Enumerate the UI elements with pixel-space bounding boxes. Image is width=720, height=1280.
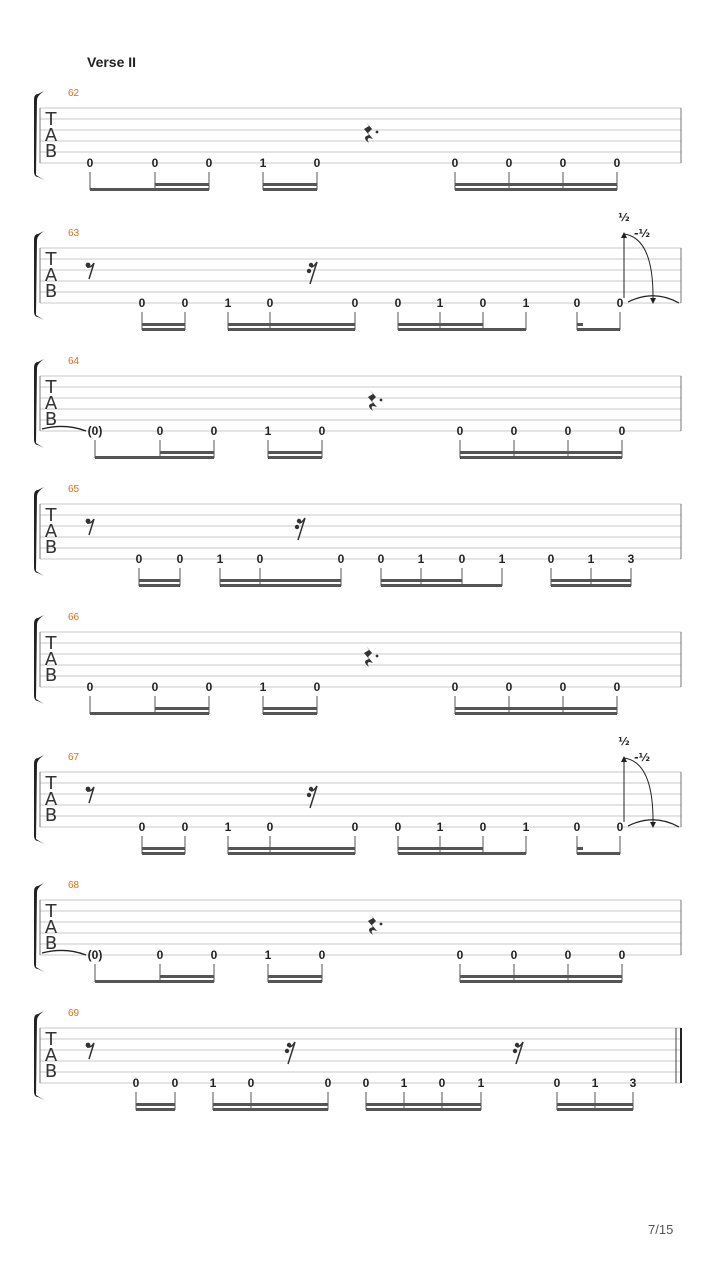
staff-bracket: [34, 231, 44, 320]
fret-number: 0: [156, 948, 164, 962]
bend-label: -½: [634, 751, 650, 764]
fret-number: 0: [138, 820, 146, 834]
fret-number: 0: [151, 680, 159, 694]
fret-number: 0: [247, 1076, 255, 1090]
fret-number: 1: [264, 424, 272, 438]
quarter-rest: [364, 646, 373, 667]
measure-number: 63: [68, 228, 80, 239]
beam: [460, 980, 622, 983]
tab-clef-letter: A: [44, 125, 58, 146]
beam: [366, 1108, 481, 1111]
fret-number: 0: [337, 552, 345, 566]
fret-number: 0: [451, 156, 459, 170]
release-arrow: [624, 758, 653, 825]
fret-number: 0: [151, 156, 159, 170]
tab-clef-letter: T: [45, 633, 57, 654]
tab-clef-letter: A: [44, 393, 58, 414]
fret-number: 0: [618, 424, 626, 438]
fret-number: 1: [522, 296, 530, 310]
fret-number: 0: [573, 820, 581, 834]
measure-number: 66: [68, 612, 80, 623]
fret-number: 1: [436, 820, 444, 834]
fret-number: 1: [436, 296, 444, 310]
fret-number: 0: [479, 296, 487, 310]
beam-secondary: [577, 847, 583, 850]
tab-clef-letter: T: [45, 109, 57, 130]
beam: [139, 584, 180, 587]
staff-bracket: [34, 487, 44, 576]
tab-system-68: [34, 880, 681, 983]
fret-number: 0: [394, 296, 402, 310]
beam-secondary: [398, 323, 483, 326]
fret-number: 0: [479, 820, 487, 834]
fret-number: 0: [171, 1076, 179, 1090]
beam-secondary: [160, 975, 214, 978]
fret-number: 0: [313, 156, 321, 170]
fret-number: 1: [498, 552, 506, 566]
tab-clef-letter: A: [44, 521, 58, 542]
beam-secondary: [398, 847, 483, 850]
rest-dot: [380, 923, 383, 926]
beam-secondary: [366, 1103, 481, 1106]
fret-number: 0: [438, 1076, 446, 1090]
fret-number: 0: [324, 1076, 332, 1090]
rest-dot: [380, 399, 383, 402]
fret-number: (0): [87, 948, 103, 962]
fret-number: 1: [400, 1076, 408, 1090]
measure-number: 68: [68, 880, 80, 891]
tab-clef-letter: T: [45, 901, 57, 922]
tab-clef-letter: B: [44, 1061, 58, 1082]
fret-number: 0: [505, 156, 513, 170]
fret-number: 0: [456, 424, 464, 438]
beam-secondary: [142, 847, 185, 850]
measure-number: 69: [68, 1008, 80, 1019]
fret-number: 0: [318, 948, 326, 962]
beam-secondary: [381, 579, 462, 582]
beam: [220, 584, 341, 587]
beam: [213, 1108, 328, 1111]
fret-number: 1: [209, 1076, 217, 1090]
staff-bracket: [34, 883, 44, 972]
fret-number: 1: [591, 1076, 599, 1090]
tab-clef-letter: B: [44, 537, 58, 558]
sixteenth-rest-head: [285, 1049, 289, 1053]
beam: [268, 456, 322, 459]
tab-clef-letter: B: [44, 805, 58, 826]
fret-number: 1: [522, 820, 530, 834]
tab-system-62: [34, 88, 681, 191]
fret-number: 0: [86, 680, 94, 694]
beam: [95, 456, 214, 459]
beam-secondary: [155, 707, 209, 710]
fret-number: 0: [618, 948, 626, 962]
bend-label: ½: [618, 211, 630, 224]
measure-number: 65: [68, 484, 80, 495]
beam-secondary: [228, 847, 355, 850]
fret-number: 0: [559, 680, 567, 694]
staff-bracket: [34, 91, 44, 180]
fret-number: 0: [318, 424, 326, 438]
rest-dot: [376, 655, 379, 658]
fret-number: 0: [377, 552, 385, 566]
beam: [577, 328, 620, 331]
fret-number: 0: [456, 948, 464, 962]
bend-arrowhead: [621, 756, 627, 762]
beam-secondary: [136, 1103, 175, 1106]
fret-number: 0: [616, 820, 624, 834]
page-number: 7/15: [648, 1222, 674, 1237]
fret-number: 1: [264, 948, 272, 962]
fret-number: 0: [351, 820, 359, 834]
fret-number: 0: [86, 156, 94, 170]
measure-number: 67: [68, 752, 80, 763]
fret-number: 1: [587, 552, 595, 566]
beam: [263, 712, 317, 715]
fret-number: 3: [629, 1076, 637, 1090]
tab-clef-letter: A: [44, 917, 58, 938]
beam: [577, 852, 620, 855]
tab-system-69: [34, 1008, 681, 1111]
fret-number: 0: [564, 948, 572, 962]
beam: [455, 188, 617, 191]
beam-secondary: [139, 579, 180, 582]
rest-dot: [376, 131, 379, 134]
fret-number: 0: [613, 156, 621, 170]
beam-secondary: [551, 579, 631, 582]
fret-number: 0: [205, 680, 213, 694]
beam: [90, 712, 209, 715]
tab-clef-letter: B: [44, 665, 58, 686]
fret-number: 0: [156, 424, 164, 438]
beam: [142, 852, 185, 855]
fret-number: 1: [259, 680, 267, 694]
fret-number: 0: [210, 424, 218, 438]
beam-secondary: [263, 707, 317, 710]
fret-number: 1: [224, 296, 232, 310]
beam-secondary: [228, 323, 355, 326]
staff-bracket: [34, 755, 44, 844]
beam: [142, 328, 185, 331]
tab-system-67: [34, 735, 681, 855]
fret-number: 0: [135, 552, 143, 566]
fret-number: 1: [417, 552, 425, 566]
fret-number: 1: [224, 820, 232, 834]
beam: [136, 1108, 175, 1111]
beam-secondary: [455, 183, 617, 186]
bend-label: -½: [634, 227, 650, 240]
fret-number: 0: [505, 680, 513, 694]
beam-secondary: [220, 579, 341, 582]
beam: [551, 584, 631, 587]
tab-clef-letter: A: [44, 789, 58, 810]
beam: [228, 852, 355, 855]
fret-number: 0: [132, 1076, 140, 1090]
fret-number: 0: [573, 296, 581, 310]
tab-system-66: [34, 612, 681, 715]
tab-clef-letter: A: [44, 265, 58, 286]
tab-clef-letter: A: [44, 1045, 58, 1066]
beam: [460, 456, 622, 459]
beam: [268, 980, 322, 983]
beam: [90, 188, 209, 191]
beam-secondary: [160, 451, 214, 454]
tab-clef-letter: T: [45, 773, 57, 794]
fret-number: 0: [564, 424, 572, 438]
measure-number: 64: [68, 356, 80, 367]
fret-number: 0: [616, 296, 624, 310]
tab-clef-letter: T: [45, 249, 57, 270]
beam-secondary: [155, 183, 209, 186]
fret-number: 0: [510, 948, 518, 962]
beam-secondary: [460, 451, 622, 454]
measure-number: 62: [68, 88, 80, 99]
beam-secondary: [455, 707, 617, 710]
beam-secondary: [263, 183, 317, 186]
quarter-rest: [364, 122, 373, 143]
sixteenth-rest-head: [295, 525, 299, 529]
fret-number: 0: [266, 820, 274, 834]
beam-secondary: [213, 1103, 328, 1106]
fret-number: 1: [216, 552, 224, 566]
tab-clef-letter: B: [44, 933, 58, 954]
tab-clef-letter: T: [45, 1029, 57, 1050]
fret-number: 1: [477, 1076, 485, 1090]
fret-number: 0: [510, 424, 518, 438]
fret-number: 0: [313, 680, 321, 694]
release-arrow: [624, 234, 653, 301]
sixteenth-rest-head: [307, 793, 311, 797]
beam-secondary: [557, 1103, 633, 1106]
fret-number: 0: [210, 948, 218, 962]
fret-number: 0: [176, 552, 184, 566]
fret-number: 0: [547, 552, 555, 566]
fret-number: 0: [559, 156, 567, 170]
staff-bracket: [34, 1011, 44, 1100]
beam: [455, 712, 617, 715]
staff-bracket: [34, 359, 44, 448]
sixteenth-rest-head: [513, 1049, 517, 1053]
fret-number: 0: [613, 680, 621, 694]
fret-number: 0: [181, 296, 189, 310]
beam: [398, 852, 526, 855]
beam-secondary: [142, 323, 185, 326]
bend-arrowhead: [621, 232, 627, 238]
fret-number: 0: [553, 1076, 561, 1090]
fret-number: 0: [362, 1076, 370, 1090]
section-title: Verse II: [87, 54, 137, 70]
beam: [95, 980, 214, 983]
beam: [381, 584, 502, 587]
tab-system-63: [34, 211, 681, 331]
fret-number: 0: [256, 552, 264, 566]
fret-number: 0: [458, 552, 466, 566]
tab-clef-letter: T: [45, 377, 57, 398]
beam: [557, 1108, 633, 1111]
beam-secondary: [577, 323, 583, 326]
tab-clef-letter: B: [44, 409, 58, 430]
bend-label: ½: [618, 735, 630, 748]
tab-system-65: [34, 484, 681, 587]
beam-secondary: [268, 975, 322, 978]
fret-number: (0): [87, 424, 103, 438]
tab-system-64: [34, 356, 681, 459]
fret-number: 0: [205, 156, 213, 170]
tab-clef-letter: B: [44, 281, 58, 302]
sixteenth-rest-head: [307, 269, 311, 273]
staff-bracket: [34, 615, 44, 704]
fret-number: 3: [627, 552, 635, 566]
tab-clef-letter: A: [44, 649, 58, 670]
fret-number: 0: [351, 296, 359, 310]
beam: [398, 328, 526, 331]
fret-number: 0: [451, 680, 459, 694]
beam-secondary: [268, 451, 322, 454]
beam: [263, 188, 317, 191]
fret-number: 0: [394, 820, 402, 834]
beam-secondary: [460, 975, 622, 978]
fret-number: 0: [138, 296, 146, 310]
fret-number: 1: [259, 156, 267, 170]
beam: [228, 328, 355, 331]
fret-number: 0: [181, 820, 189, 834]
fret-number: 0: [266, 296, 274, 310]
tab-clef-letter: T: [45, 505, 57, 526]
quarter-rest: [368, 390, 377, 411]
quarter-rest: [368, 914, 377, 935]
tab-clef-letter: B: [44, 141, 58, 162]
